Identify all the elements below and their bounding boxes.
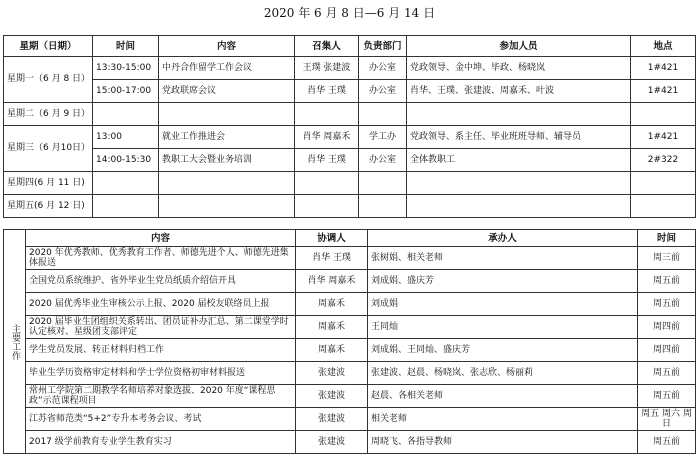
col-header-location: 地点	[631, 36, 696, 57]
task-content: 2017 级学前教育专业学生教育实习	[26, 431, 296, 454]
task-time: 周四前	[638, 316, 696, 339]
side-label: 主要工作	[4, 230, 26, 454]
empty-cell	[295, 195, 359, 218]
empty-cell	[631, 103, 696, 126]
time-cell: 14:00-15:30	[93, 149, 159, 172]
attendees-cell: 全体教职工	[407, 149, 631, 172]
col-header-convener: 召集人	[295, 36, 359, 57]
task-coordinator: 肖华 周嘉禾	[296, 270, 368, 293]
task-content: 学生党员发展、转正材料归档工作	[26, 339, 296, 362]
task-handler: 张建波、赵晨、杨晓岚、张志欣、杨丽莉	[368, 362, 638, 385]
dept-cell: 学工办	[359, 126, 407, 149]
time-cell: 13:00	[93, 126, 159, 149]
empty-cell	[159, 103, 295, 126]
empty-cell	[93, 103, 159, 126]
empty-cell	[407, 172, 631, 195]
col-header-attendees: 参加人员	[407, 36, 631, 57]
col-header-day: 星期（日期）	[4, 36, 93, 57]
empty-cell	[359, 103, 407, 126]
task-handler: 张树娟、相关老师	[368, 247, 638, 270]
schedule-row	[4, 57, 696, 80]
col-header-task-time: 时间	[638, 230, 696, 247]
task-coordinator: 肖华 王璞	[296, 247, 368, 270]
empty-cell	[93, 195, 159, 218]
tasks-header-row	[4, 230, 696, 247]
time-cell: 15:00-17:00	[93, 80, 159, 103]
location-cell: 1#421	[631, 57, 696, 80]
schedule-row	[4, 80, 696, 103]
day-label: 星期一（6 月 8 日）	[4, 57, 93, 103]
location-cell: 1#421	[631, 80, 696, 103]
page-title: 2020 年 6 月 8 日—6 月 14 日	[263, 6, 436, 20]
task-time: 周四前	[638, 339, 696, 362]
day-label: 星期二（6 月 9 日）	[4, 103, 93, 126]
empty-cell	[295, 172, 359, 195]
empty-cell	[159, 172, 295, 195]
task-row	[4, 270, 696, 293]
task-content: 2020 年优秀教师、优秀教育工作者、师德先进个人、师德先进集体报送	[26, 247, 296, 270]
task-row	[4, 385, 696, 408]
time-cell: 13:30-15:00	[93, 57, 159, 80]
schedule-row	[4, 172, 696, 195]
day-label: 星期五(6 月 12 日)	[4, 195, 93, 218]
task-row	[4, 293, 696, 316]
task-time: 周五 周六 周日	[638, 408, 696, 431]
task-coordinator: 张建波	[296, 431, 368, 454]
task-time: 周五前	[638, 293, 696, 316]
task-content: 2020 届毕业生团组织关系转出、团员证补办汇总、第二课堂学时认定核对、星级团支部评定	[26, 316, 296, 339]
task-time: 周五前	[638, 270, 696, 293]
task-coordinator: 周嘉禾	[296, 293, 368, 316]
schedule-row	[4, 195, 696, 218]
convener-cell: 肖华 周嘉禾	[295, 126, 359, 149]
task-row	[4, 247, 696, 270]
task-time: 周三前	[638, 247, 696, 270]
task-handler: 周晓飞、各指导教师	[368, 431, 638, 454]
task-handler: 刘成娟、王同灿、盛庆芳	[368, 339, 638, 362]
dept-cell: 办公室	[359, 149, 407, 172]
col-header-content: 内容	[159, 36, 295, 57]
content-cell: 教职工大会暨业务培训	[159, 149, 295, 172]
task-handler: 王同灿	[368, 316, 638, 339]
convener-cell: 王璞 张建波	[295, 57, 359, 80]
empty-cell	[295, 103, 359, 126]
task-content: 常州工学院第二期教学名师培养对象选拔、2020 年度“课程思政”示范课程项目	[26, 385, 296, 408]
task-handler: 相关老师	[368, 408, 638, 431]
empty-cell	[407, 195, 631, 218]
task-content: 全国党员系统维护、省外毕业生党员纸质介绍信开具	[26, 270, 296, 293]
task-handler: 刘成娟、盛庆芳	[368, 270, 638, 293]
empty-cell	[159, 195, 295, 218]
task-coordinator: 周嘉禾	[296, 316, 368, 339]
dept-cell: 办公室	[359, 80, 407, 103]
content-cell: 中丹合作留学工作会议	[159, 57, 295, 80]
task-row	[4, 408, 696, 431]
task-row	[4, 362, 696, 385]
empty-cell	[631, 172, 696, 195]
empty-cell	[407, 103, 631, 126]
task-content: 江苏省师范类“5+2”专升本考务会议、考试	[26, 408, 296, 431]
empty-cell	[93, 172, 159, 195]
col-header-coordinator: 协调人	[296, 230, 368, 247]
task-coordinator: 张建波	[296, 362, 368, 385]
task-time: 周五前	[638, 362, 696, 385]
col-header-time: 时间	[93, 36, 159, 57]
task-content: 毕业生学历资格审定材料和学士学位资格初审材料报送	[26, 362, 296, 385]
location-cell: 1#421	[631, 126, 696, 149]
schedule-header-row	[4, 36, 696, 57]
col-header-dept: 负责部门	[359, 36, 407, 57]
main-tasks-table	[3, 229, 696, 454]
task-row	[4, 339, 696, 362]
content-cell: 党政联席会议	[159, 80, 295, 103]
schedule-row	[4, 103, 696, 126]
task-time: 周五前	[638, 385, 696, 408]
task-content: 2020 届优秀毕业生审核公示上报、2020 届校友联络员上报	[26, 293, 296, 316]
attendees-cell: 党政领导、系主任、毕业班班导师、辅导员	[407, 126, 631, 149]
task-row	[4, 431, 696, 454]
task-handler: 刘成娟	[368, 293, 638, 316]
task-time: 周五前	[638, 431, 696, 454]
attendees-cell: 党政领导、金中坤、毕政、杨晓岚	[407, 57, 631, 80]
task-coordinator: 周嘉禾	[296, 339, 368, 362]
schedule-row	[4, 126, 696, 149]
col-header-task-content: 内容	[26, 230, 296, 247]
attendees-cell: 肖华、王璞、张建波、周嘉禾、叶波	[407, 80, 631, 103]
task-coordinator: 张建波	[296, 385, 368, 408]
location-cell: 2#322	[631, 149, 696, 172]
weekly-schedule-table	[3, 35, 696, 218]
empty-cell	[359, 172, 407, 195]
task-row	[4, 316, 696, 339]
task-handler: 赵晨、各相关老师	[368, 385, 638, 408]
empty-cell	[631, 195, 696, 218]
col-header-handler: 承办人	[368, 230, 638, 247]
dept-cell: 办公室	[359, 57, 407, 80]
convener-cell: 肖华 王璞	[295, 149, 359, 172]
day-label: 星期三（6 月10日）	[4, 126, 93, 172]
schedule-row	[4, 149, 696, 172]
day-label: 星期四(6 月 11 日)	[4, 172, 93, 195]
empty-cell	[359, 195, 407, 218]
content-cell: 就业工作推进会	[159, 126, 295, 149]
convener-cell: 肖华 王璞	[295, 80, 359, 103]
task-coordinator: 张建波	[296, 408, 368, 431]
